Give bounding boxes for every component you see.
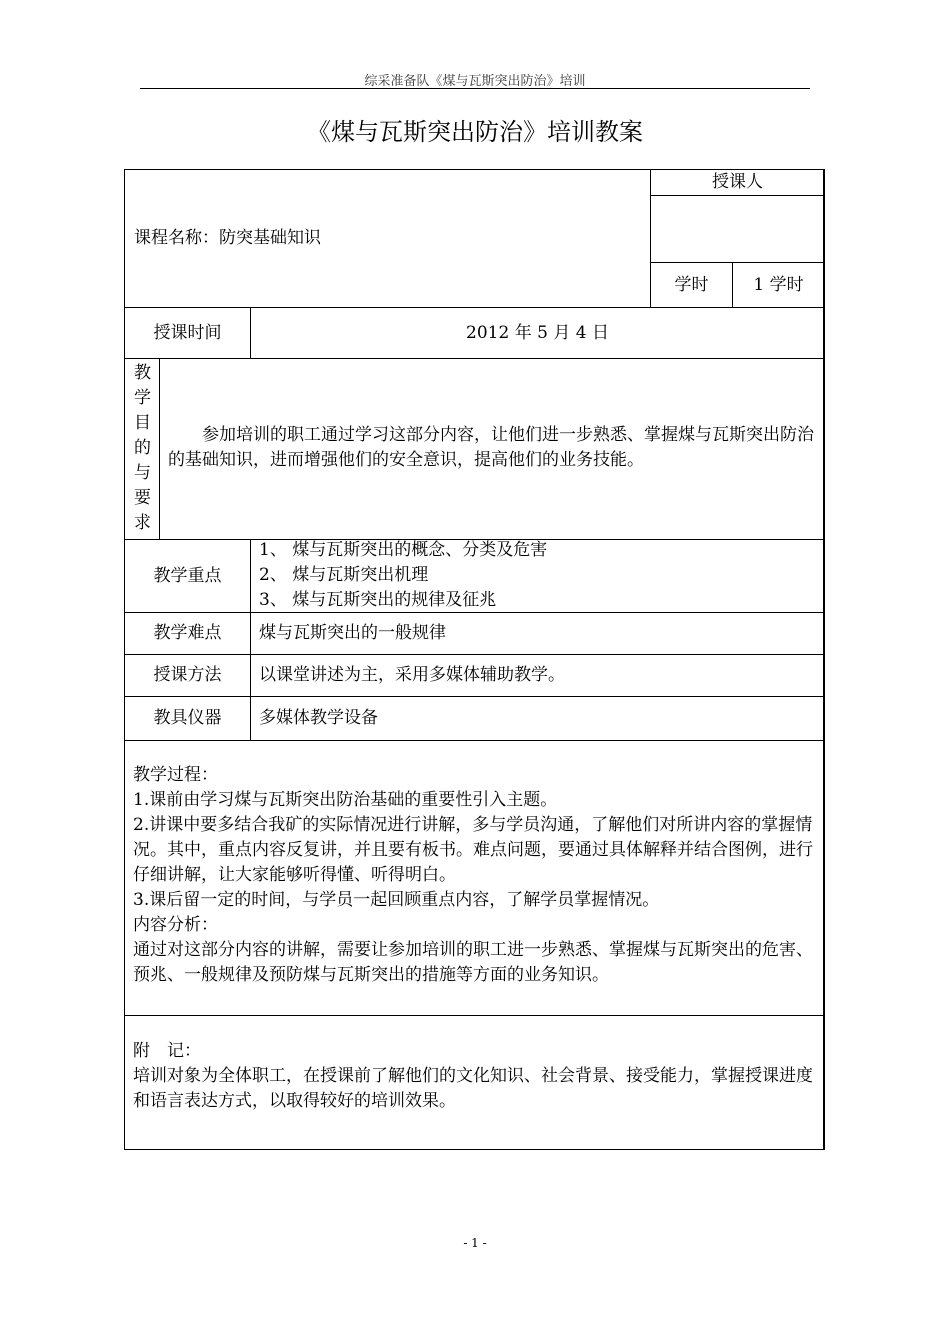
goals-label-char: 求 xyxy=(134,513,151,533)
method-value: 以课堂讲述为主，采用多媒体辅助教学。 xyxy=(259,665,565,685)
divider xyxy=(124,358,825,359)
hours-label: 学时 xyxy=(674,274,709,295)
analysis-heading: 内容分析： xyxy=(133,915,218,935)
equipment-value: 多媒体教学设备 xyxy=(259,708,378,728)
notes-heading: 附 记： xyxy=(133,1041,201,1061)
time-label: 授课时间 xyxy=(153,322,222,343)
goals-text: 参加培训的职工通过学习这部分内容，让他们进一步熟悉、掌握煤与瓦斯突出防治的基础知识，进而增强他们的安全意识，提高他们的业务技能。 xyxy=(168,425,814,470)
page-header: 综采准备队《煤与瓦斯突出防治》培训 xyxy=(364,74,586,89)
difficulty-label: 教学难点 xyxy=(153,623,222,643)
process-step: 2.讲课中要多结合我矿的实际情况进行讲解，多与学员沟通，了解他们对所讲内容的掌握情况。其中，重点内容反复讲，并且要有板书。难点问题，要通过具体解释并结合图例，进行仔细讲解，让大家能够听得懂、听得明白。 xyxy=(133,815,813,885)
teacher-label: 授课人 xyxy=(712,172,763,192)
divider xyxy=(124,740,825,741)
header-rule xyxy=(140,88,810,89)
key-point-item: 2、 煤与瓦斯突出机理 xyxy=(259,565,429,585)
key-point-item: 3、 煤与瓦斯突出的规律及征兆 xyxy=(259,590,497,610)
difficulty-value: 煤与瓦斯突出的一般规律 xyxy=(259,623,446,643)
time-value: 2012 年 5 月 4 日 xyxy=(466,322,609,343)
divider xyxy=(124,1015,825,1016)
method-label: 授课方法 xyxy=(153,665,222,685)
teaching-process xyxy=(133,763,818,988)
process-step: 1.课前由学习煤与瓦斯突出防治基础的重要性引入主题。 xyxy=(133,790,558,810)
hours-value: 1 学时 xyxy=(753,274,804,295)
equipment-label: 教具仪器 xyxy=(153,708,222,728)
goals-label xyxy=(126,359,159,539)
process-heading: 教学过程： xyxy=(133,765,218,785)
teacher-value xyxy=(651,196,824,262)
course-name: 课程名称：防突基础知识 xyxy=(134,228,321,248)
notes-section xyxy=(133,1039,818,1114)
divider xyxy=(159,358,160,539)
key-points-label: 教学重点 xyxy=(153,565,222,586)
goals-label-char: 要 xyxy=(134,488,151,508)
process-step: 3.课后留一定的时间，与学员一起回顾重点内容，了解学员掌握情况。 xyxy=(133,890,660,910)
document-title: 《煤与瓦斯突出防治》培训教案 xyxy=(307,118,643,146)
page-number: - 1 - xyxy=(463,1236,487,1250)
key-points-list xyxy=(259,538,819,613)
goals-label-char: 的 xyxy=(134,438,151,458)
goals-label-char: 目 xyxy=(134,413,151,433)
notes-text: 培训对象为全体职工，在授课前了解他们的文化知识、社会背景、接受能力，掌握授课进度和语言表达方式，以取得较好的培训效果。 xyxy=(133,1066,813,1111)
divider xyxy=(250,539,251,740)
analysis-text: 通过对这部分内容的讲解，需要让参加培训的职工进一步熟悉、掌握煤与瓦斯突出的危害、预兆、一般规律及预防煤与瓦斯突出的措施等方面的业务知识。 xyxy=(133,940,813,985)
goals-label-char: 与 xyxy=(134,463,151,483)
goals-label-char: 学 xyxy=(134,388,151,408)
goals-label-char: 教 xyxy=(134,363,151,383)
key-point-item: 1、 煤与瓦斯突出的概念、分类及危害 xyxy=(259,540,548,560)
